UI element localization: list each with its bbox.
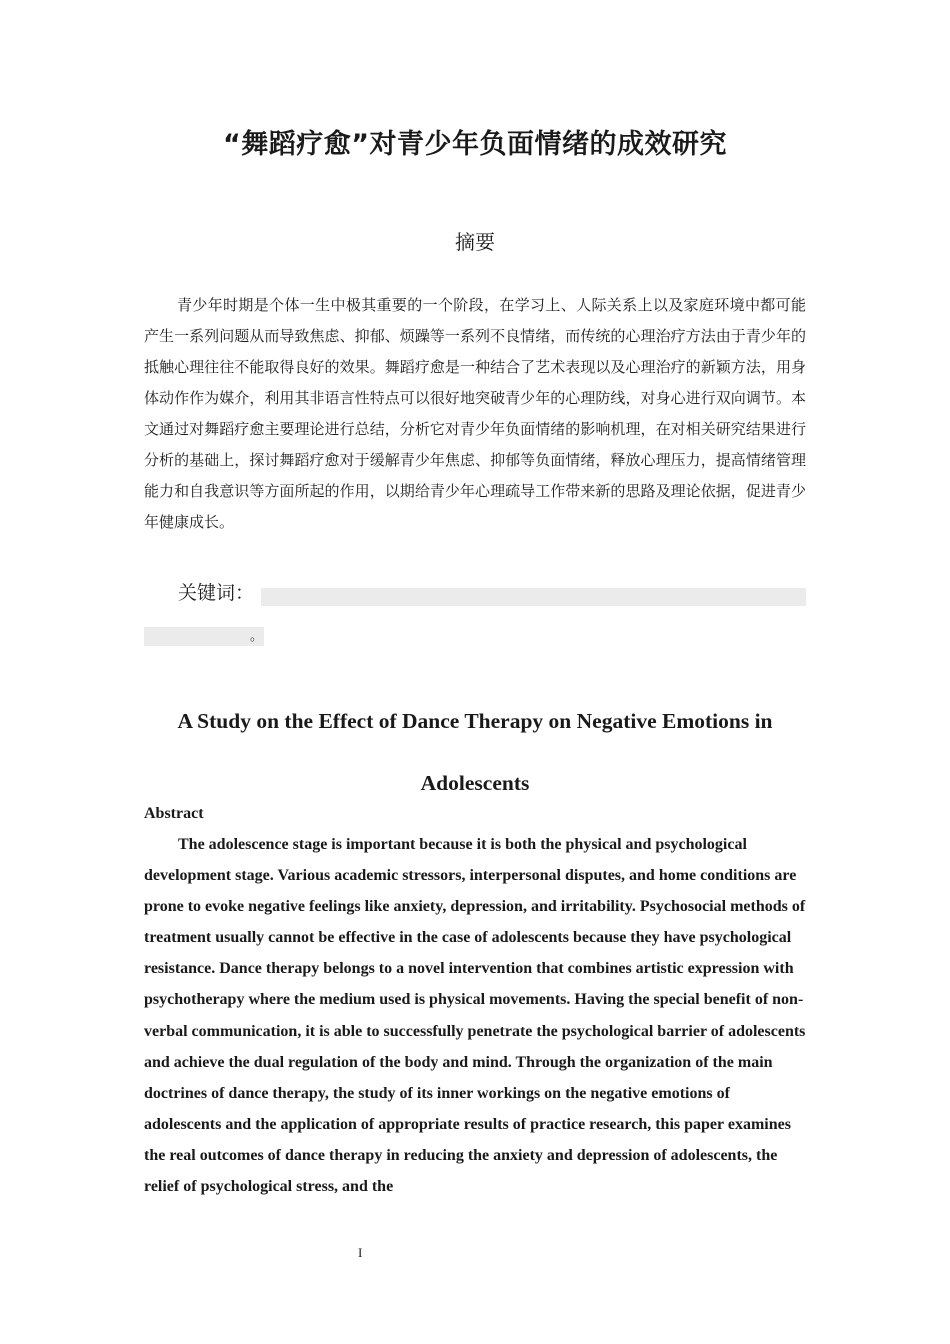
keywords-redacted-block-continued	[144, 627, 250, 646]
chinese-abstract-heading: 摘要	[455, 230, 495, 254]
keywords-redacted-block	[261, 588, 806, 606]
keywords-label: 关键词：	[178, 582, 255, 604]
english-abstract-body: The adolescence stage is important because it is both the physical and psychological development stage. Various academic stressors, interpersonal disputes, and home conditions are prone to evoke negative feelings like anxiety, depression, and irritability. Psychosocial methods of treatment usually cannot be effective in the case of adolescents because they have psychological resistance. Dance therapy belongs to a novel intervention that combines artistic expression with psychotherapy where the medium used is physical movements. Having the special benefit of non-verbal communication, it is able to successfully penetrate the psychological barrier of adolescents and achieve the dual regulation of the body and mind. Through the organization of the main doctrines of dance therapy, the study of its inner workings on the negative emotions of adolescents and the application of appropriate results of practice research, this paper examines the real outcomes of dance therapy in reducing the anxiety and depression of adolescents, the relief of psychological stress, and the	[144, 836, 806, 1196]
keywords-row	[178, 578, 806, 610]
keywords-terminator: 。	[250, 629, 264, 644]
chinese-title: “舞蹈疗愈”对青少年负面情绪的成效研究	[223, 129, 727, 160]
english-title: A Study on the Effect of Dance Therapy on Negative Emotions in Adolescents	[177, 709, 773, 795]
page-number: I	[358, 1245, 363, 1260]
chinese-abstract-body: 青少年时期是个体一生中极其重要的一个阶段，在学习上、人际关系上以及家庭环境中都可能产生一系列问题从而导致焦虑、抑郁、烦躁等一系列不良情绪，而传统的心理治疗方法由于青少年的抵触心理往往不能取得良好的效果。舞蹈疗愈是一种结合了艺术表现以及心理治疗的新颖方法，用身体动作作为媒介，利用其非语言性特点可以很好地突破青少年的心理防线，对身心进行双向调节。本文通过对舞蹈疗愈主要理论进行总结，分析它对青少年负面情绪的影响机理，在对相关研究结果进行分析的基础上，探讨舞蹈疗愈对于缓解青少年焦虑、抑郁等负面情绪，释放心理压力，提高情绪管理能力和自我意识等方面所起的作用，以期给青少年心理疏导工作带来新的思路及理论依据，促进青少年健康成长。	[144, 296, 806, 531]
english-abstract-heading: Abstract	[144, 805, 204, 822]
